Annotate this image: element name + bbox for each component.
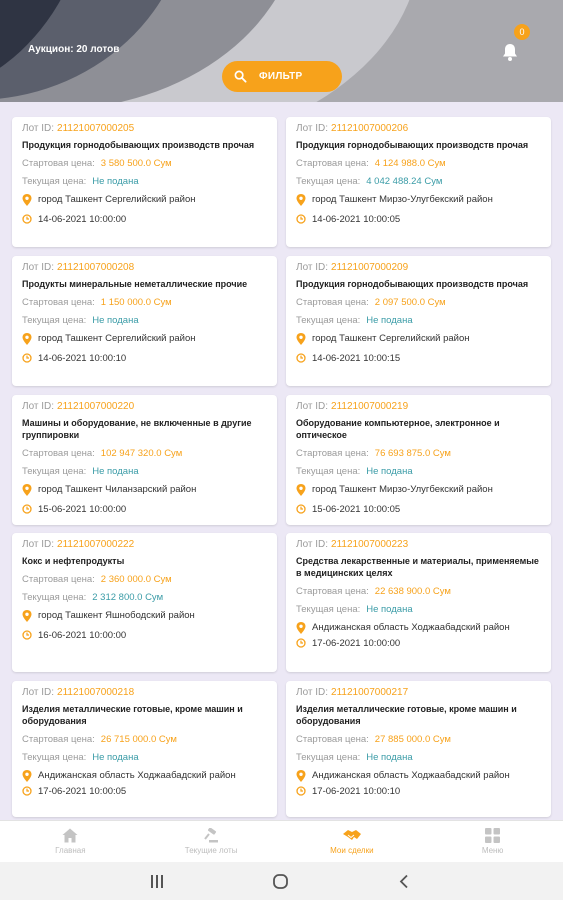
lot-location: город Ташкент Сергелийский район bbox=[22, 332, 267, 345]
clock-icon bbox=[296, 504, 306, 514]
lot-card[interactable] bbox=[286, 117, 551, 247]
grid-icon bbox=[485, 828, 500, 843]
filter-button[interactable] bbox=[222, 61, 342, 92]
start-price-row: Стартовая цена: 26 715 000.0 Сум bbox=[22, 734, 177, 745]
lot-card[interactable] bbox=[286, 395, 551, 525]
recent-apps-button[interactable] bbox=[150, 875, 164, 893]
recent-apps-icon bbox=[150, 875, 164, 888]
lot-card[interactable] bbox=[286, 256, 551, 386]
lot-location: город Ташкент Сергелийский район bbox=[22, 193, 267, 206]
current-price-row: Текущая цена: Не подана bbox=[296, 752, 413, 763]
start-price-row: Стартовая цена: 1 150 000.0 Сум bbox=[22, 297, 172, 308]
lot-card[interactable] bbox=[12, 395, 277, 525]
lot-date: 15-06-2021 10:00:05 bbox=[296, 503, 541, 516]
current-price-row: Текущая цена: Не подана bbox=[296, 604, 413, 615]
location-pin-icon bbox=[22, 770, 32, 782]
clock-icon bbox=[296, 638, 306, 648]
lot-title: Продукция горнодобывающих производств прочая bbox=[296, 279, 529, 289]
start-price-row: Стартовая цена: 27 885 000.0 Сум bbox=[296, 734, 451, 745]
nav-current-lots[interactable]: Текущие лоты bbox=[141, 821, 282, 862]
lot-date: 17-06-2021 10:00:10 bbox=[296, 785, 541, 798]
lot-location: Андижанская область Ходжаабадский район bbox=[22, 769, 267, 782]
lot-title: Машины и оборудование, не включенные в другие группировки bbox=[22, 418, 252, 440]
current-price-row: Текущая цена: Не подана bbox=[296, 315, 413, 326]
lot-id: Лот ID: 21121007000218 bbox=[22, 687, 135, 698]
lot-location: город Ташкент Яшнободский район bbox=[22, 609, 267, 622]
lot-title: Оборудование компьютерное, электронное и оптическое bbox=[296, 418, 500, 440]
location-pin-icon bbox=[22, 484, 32, 496]
lot-card[interactable] bbox=[12, 533, 277, 672]
clock-icon bbox=[296, 353, 306, 363]
current-price-row: Текущая цена: Не подана bbox=[22, 466, 139, 477]
handshake-icon bbox=[342, 828, 362, 843]
back-chevron-icon bbox=[399, 874, 409, 889]
start-price-row: Стартовая цена: 102 947 320.0 Сум bbox=[22, 448, 183, 459]
lot-id: Лот ID: 21121007000206 bbox=[296, 123, 409, 134]
lot-id: Лот ID: 21121007000219 bbox=[296, 401, 409, 412]
lot-date: 14-06-2021 10:00:10 bbox=[22, 352, 267, 365]
current-price-row: Текущая цена: Не подана bbox=[296, 466, 413, 477]
lot-title: Средства лекарственные и материалы, применяемые в медицинских целях bbox=[296, 556, 539, 578]
lot-title: Продукция горнодобывающих производств прочая bbox=[22, 140, 255, 150]
nav-home[interactable]: Главная bbox=[0, 821, 141, 862]
auction-title: Аукцион: 20 лотов bbox=[28, 44, 120, 55]
lot-id: Лот ID: 21121007000209 bbox=[296, 262, 409, 273]
app-header bbox=[0, 0, 563, 102]
lot-date: 17-06-2021 10:00:00 bbox=[296, 637, 541, 650]
lot-id: Лот ID: 21121007000205 bbox=[22, 123, 135, 134]
lot-card[interactable] bbox=[12, 256, 277, 386]
lot-title: Кокс и нефтепродукты bbox=[22, 556, 125, 566]
home-icon bbox=[62, 828, 78, 843]
current-price-row: Текущая цена: Не подана bbox=[22, 752, 139, 763]
lot-title: Продукция горнодобывающих производств прочая bbox=[296, 140, 529, 150]
home-button[interactable] bbox=[273, 874, 288, 894]
lot-date: 15-06-2021 10:00:00 bbox=[22, 503, 267, 516]
clock-icon bbox=[22, 353, 32, 363]
notification-badge: 0 bbox=[514, 24, 530, 40]
lot-card[interactable] bbox=[12, 681, 277, 817]
lot-title: Изделия металлические готовые, кроме машин и оборудования bbox=[22, 704, 243, 726]
lot-card[interactable] bbox=[286, 533, 551, 672]
lot-title: Продукты минеральные неметаллические прочие bbox=[22, 279, 248, 289]
start-price-row: Стартовая цена: 3 580 500.0 Сум bbox=[22, 158, 172, 169]
lot-location: город Ташкент Чиланзарский район bbox=[22, 483, 267, 496]
home-circle-icon bbox=[273, 874, 288, 889]
clock-icon bbox=[296, 214, 306, 224]
clock-icon bbox=[22, 214, 32, 224]
clock-icon bbox=[22, 786, 32, 796]
clock-icon bbox=[296, 786, 306, 796]
lot-location: Андижанская область Ходжаабадский район bbox=[296, 769, 541, 782]
lot-date: 14-06-2021 10:00:00 bbox=[22, 213, 267, 226]
nav-menu[interactable]: Меню bbox=[422, 821, 563, 862]
start-price-row: Стартовая цена: 4 124 988.0 Сум bbox=[296, 158, 446, 169]
location-pin-icon bbox=[296, 622, 306, 634]
clock-icon bbox=[22, 504, 32, 514]
lot-id: Лот ID: 21121007000220 bbox=[22, 401, 135, 412]
bottom-nav bbox=[0, 820, 563, 862]
lot-title: Изделия металлические готовые, кроме машин и оборудования bbox=[296, 704, 517, 726]
lot-id: Лот ID: 21121007000217 bbox=[296, 687, 409, 698]
lot-date: 14-06-2021 10:00:05 bbox=[296, 213, 541, 226]
lot-date: 16-06-2021 10:00:00 bbox=[22, 629, 267, 642]
lot-location: город Ташкент Сергелийский район bbox=[296, 332, 541, 345]
location-pin-icon bbox=[22, 333, 32, 345]
nav-my-deals[interactable]: Мои сделки bbox=[282, 821, 423, 862]
start-price-row: Стартовая цена: 76 693 875.0 Сум bbox=[296, 448, 451, 459]
lot-location: Андижанская область Ходжаабадский район bbox=[296, 621, 541, 634]
location-pin-icon bbox=[296, 333, 306, 345]
lot-card[interactable] bbox=[286, 681, 551, 817]
system-nav-bar bbox=[0, 862, 563, 900]
start-price-row: Стартовая цена: 22 638 900.0 Сум bbox=[296, 586, 451, 597]
lot-card[interactable] bbox=[12, 117, 277, 247]
filter-label: ФИЛЬТР bbox=[259, 71, 303, 82]
lot-date: 17-06-2021 10:00:05 bbox=[22, 785, 267, 798]
current-price-row: Текущая цена: 2 312 800.0 Сум bbox=[22, 592, 164, 603]
lot-id: Лот ID: 21121007000223 bbox=[296, 539, 409, 550]
lot-date: 14-06-2021 10:00:15 bbox=[296, 352, 541, 365]
lot-id: Лот ID: 21121007000208 bbox=[22, 262, 135, 273]
location-pin-icon bbox=[296, 484, 306, 496]
clock-icon bbox=[22, 630, 32, 640]
search-icon bbox=[234, 70, 247, 83]
lot-location: город Ташкент Мирзо-Улугбекский район bbox=[296, 193, 541, 206]
current-price-row: Текущая цена: Не подана bbox=[22, 176, 139, 187]
gavel-icon bbox=[203, 828, 219, 843]
location-pin-icon bbox=[296, 194, 306, 206]
location-pin-icon bbox=[296, 770, 306, 782]
back-button[interactable] bbox=[399, 874, 409, 894]
lot-location: город Ташкент Мирзо-Улугбекский район bbox=[296, 483, 541, 496]
lot-id: Лот ID: 21121007000222 bbox=[22, 539, 135, 550]
location-pin-icon bbox=[22, 194, 32, 206]
start-price-row: Стартовая цена: 2 360 000.0 Сум bbox=[22, 574, 172, 585]
bell-icon[interactable] bbox=[500, 42, 520, 62]
current-price-row: Текущая цена: 4 042 488.24 Сум bbox=[296, 176, 443, 187]
current-price-row: Текущая цена: Не подана bbox=[22, 315, 139, 326]
location-pin-icon bbox=[22, 610, 32, 622]
start-price-row: Стартовая цена: 2 097 500.0 Сум bbox=[296, 297, 446, 308]
